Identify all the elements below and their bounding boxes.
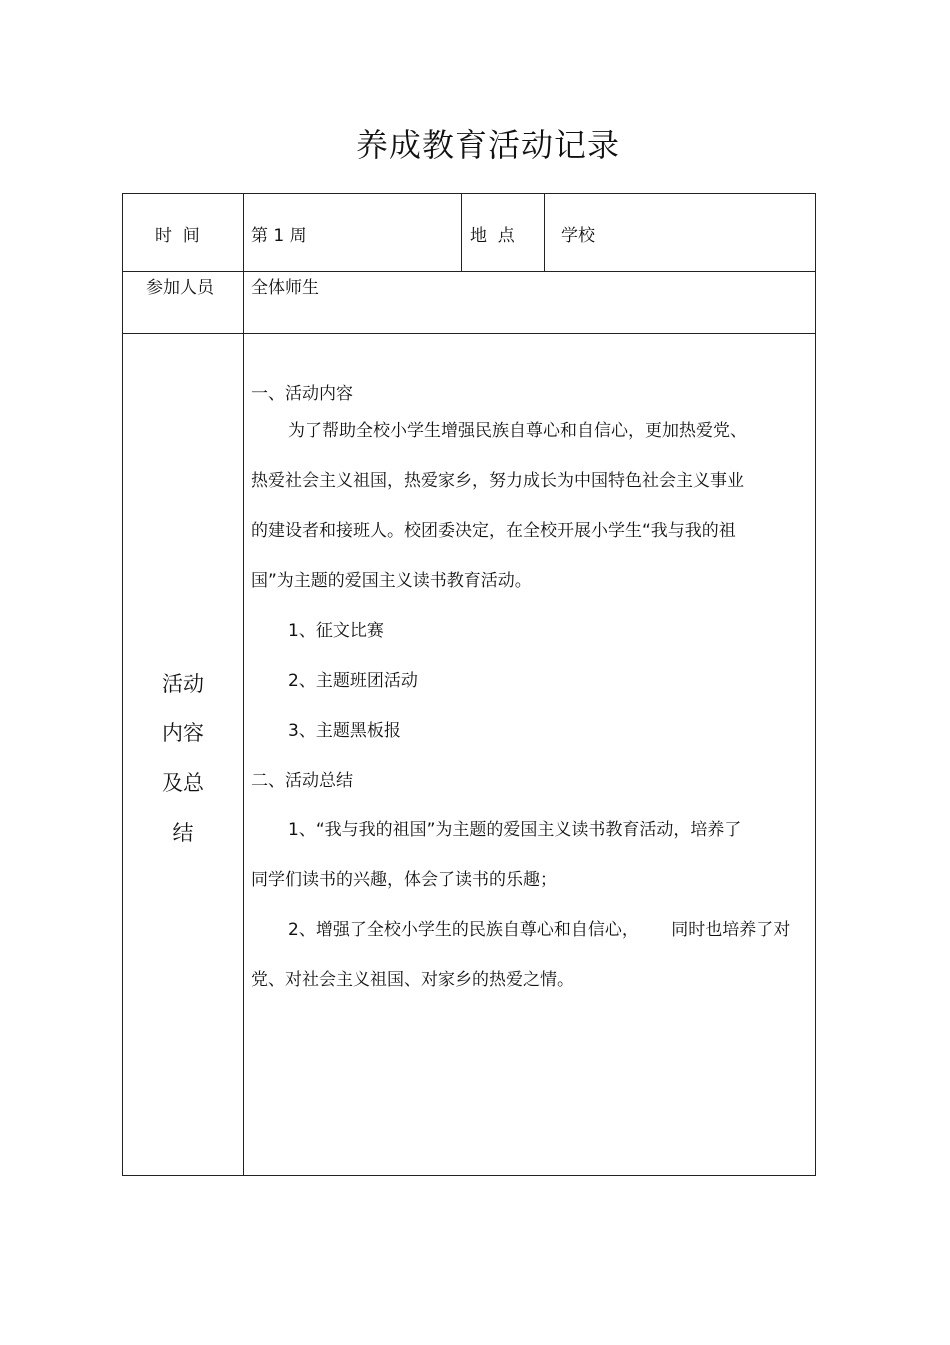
summary-line: 2、增强了全校小学生的民族自尊心和自信心， 同时也培养了对: [288, 920, 791, 940]
time-label: 时 间: [155, 226, 200, 246]
list-item: 1、征文比赛: [288, 621, 384, 641]
list-item: 2、主题班团活动: [288, 671, 418, 691]
record-table: [122, 193, 816, 1176]
column-divider-label: [243, 194, 244, 1175]
paragraph-line: 为了帮助全校小学生增强民族自尊心和自信心，更加热爱党、: [288, 421, 747, 441]
row-divider-1: [123, 271, 815, 272]
place-value: 学校: [561, 226, 595, 246]
row-divider-2: [123, 333, 815, 334]
time-value: 第 1 周: [251, 226, 307, 246]
section-heading-content: 一、活动内容: [251, 384, 353, 404]
summary-line: 同学们读书的兴趣，体会了读书的乐趣；: [251, 870, 557, 890]
participants-label: 参加人员: [146, 278, 214, 298]
place-label: 地 点: [470, 226, 515, 246]
main-label-line-4: 结: [172, 821, 194, 845]
section-heading-summary: 二、活动总结: [251, 771, 353, 791]
column-divider-place-value: [544, 194, 545, 271]
summary-line: 1、“我与我的祖国”为主题的爱国主义读书教育活动，培养了: [288, 820, 742, 840]
main-label-line-2: 内容: [162, 721, 204, 745]
participants-value: 全体师生: [251, 278, 319, 298]
list-item: 3、主题黑板报: [288, 721, 401, 741]
main-label-line-1: 活动: [162, 672, 204, 696]
column-divider-place-label: [461, 194, 462, 271]
paragraph-line: 热爱社会主义祖国，热爱家乡，努力成长为中国特色社会主义事业: [251, 471, 744, 491]
document-title: 养成教育活动记录: [355, 126, 620, 164]
paragraph-line: 的建设者和接班人。校团委决定，在全校开展小学生“我与我的祖: [251, 521, 736, 541]
paragraph-line: 国”为主题的爱国主义读书教育活动。: [251, 571, 532, 591]
main-label-line-3: 及总: [162, 771, 204, 795]
summary-line: 党、对社会主义祖国、对家乡的热爱之情。: [251, 970, 574, 990]
